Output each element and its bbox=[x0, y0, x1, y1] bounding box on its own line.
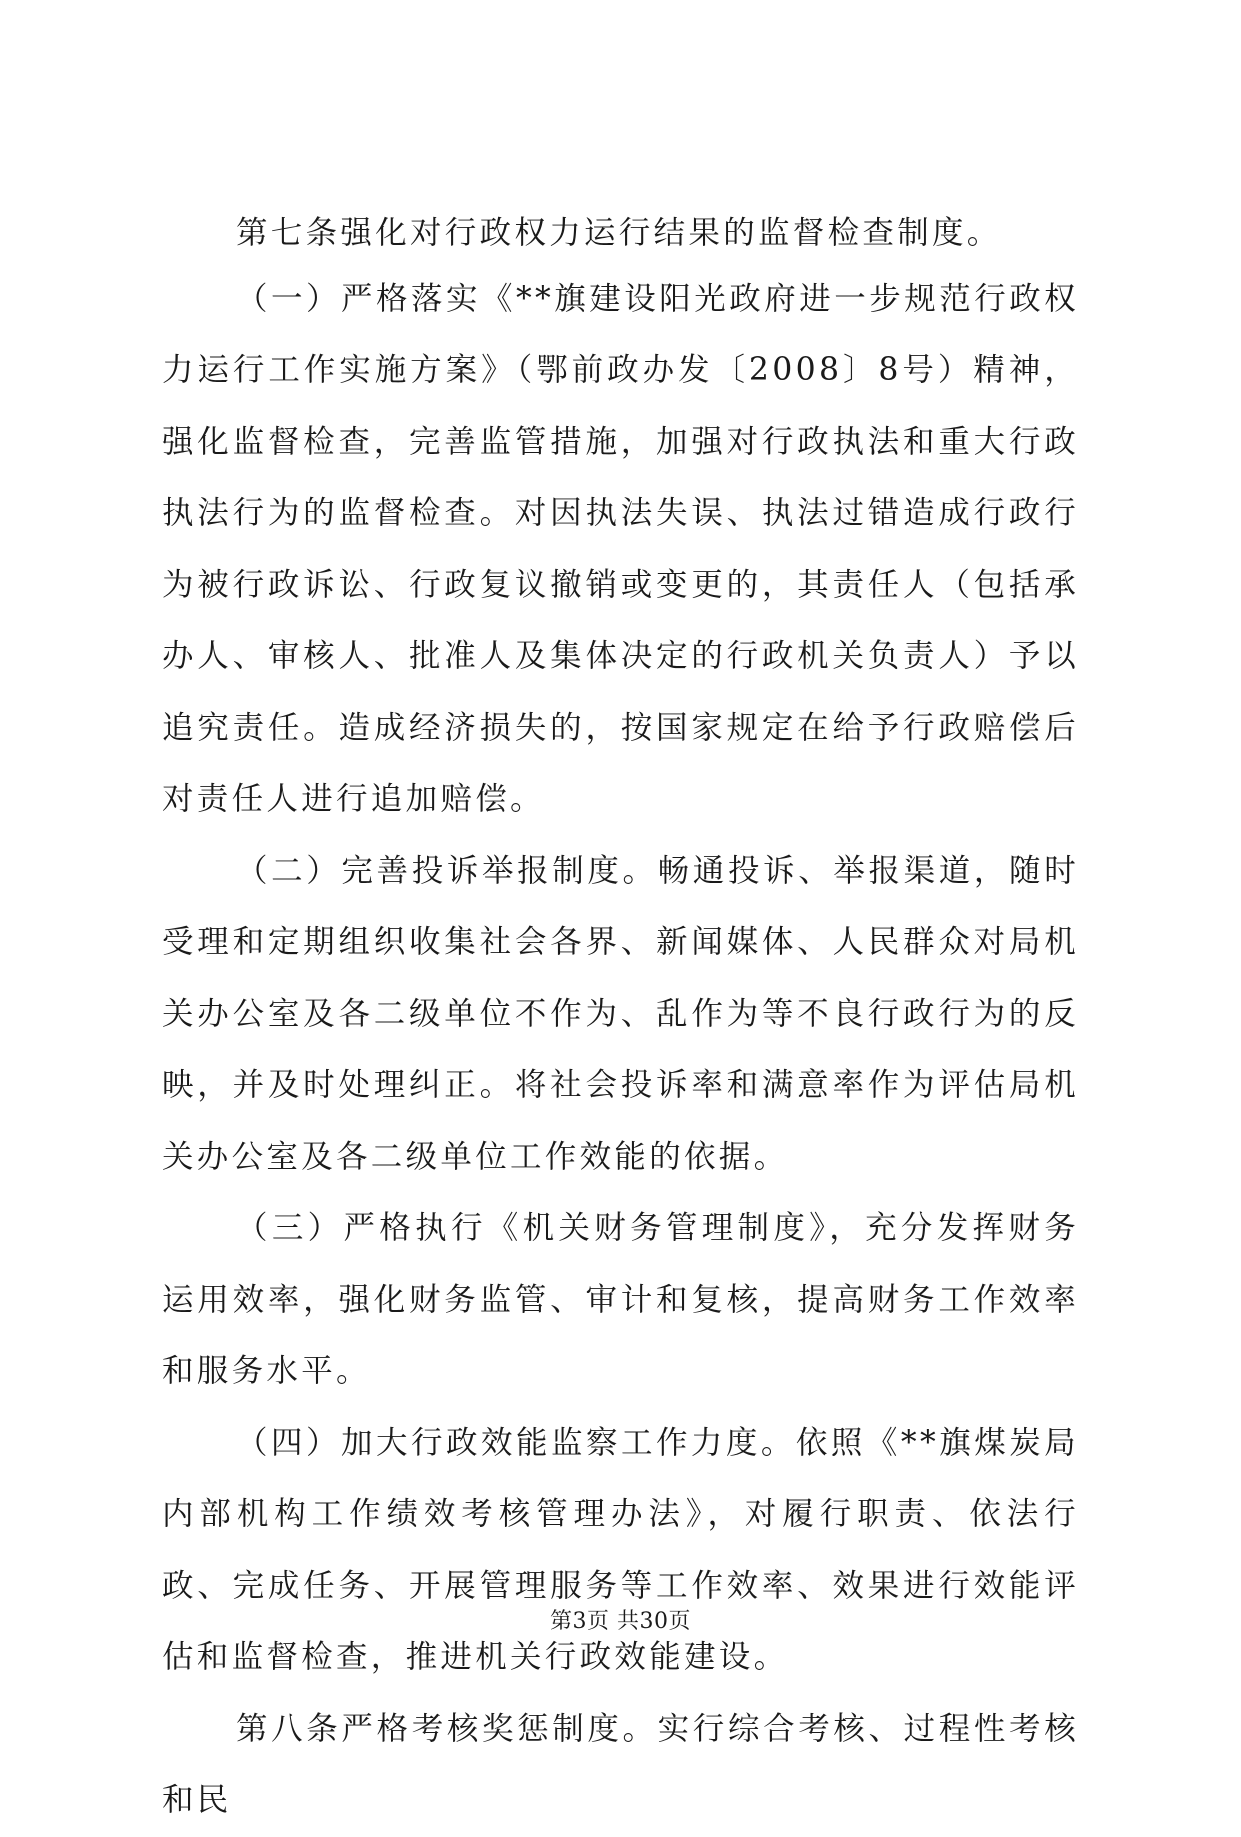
document-body bbox=[162, 198, 1079, 1837]
article-7-item-1: （一）严格落实《**旗建设阳光政府进一步规范行政权力运行工作实施方案》（鄂前政办发〔2008〕8号）精神，强化监督检查，完善监管措施，加强对行政执法和重大行政执法行为的监督检查。对因执法失误、执法过错造成行政行为被行政诉讼、行政复议撤销或变更的，其责任人（包括承办人、审核人、批准人及集体决定的行政机关负责人）予以追究责任。造成经济损失的，按国家规定在给予行政赔偿后对责任人进行追加赔偿。 bbox=[162, 280, 1079, 817]
article-8-heading: 第八条严格考核奖惩制度。实行综合考核、过程性考核和民 bbox=[162, 1710, 1079, 1818]
article-7-item-2: （二）完善投诉举报制度。畅通投诉、举报渠道，随时受理和定期组织收集社会各界、新闻媒体、人民群众对局机关办公室及各二级单位不作为、乱作为等不良行政行为的反映，并及时处理纠正。将社会投诉率和满意率作为评估局机关办公室及各二级单位工作效能的依据。 bbox=[162, 852, 1079, 1175]
page-footer: 第3页 共30页 bbox=[550, 1609, 691, 1634]
article-7-item-4: （四）加大行政效能监察工作力度。依照《**旗煤炭局内部机构工作绩效考核管理办法》，对履行职责、依法行政、完成任务、开展管理服务等工作效率、效果进行效能评估和监督检查，推进机关行政效能建设。 bbox=[162, 1424, 1079, 1675]
article-7-item-3: （三）严格执行《机关财务管理制度》，充分发挥财务运用效率，强化财务监管、审计和复核，提高财务工作效率和服务水平。 bbox=[162, 1210, 1079, 1389]
article-7-heading: 第七条强化对行政权力运行结果的监督检查制度。 bbox=[236, 215, 1002, 251]
